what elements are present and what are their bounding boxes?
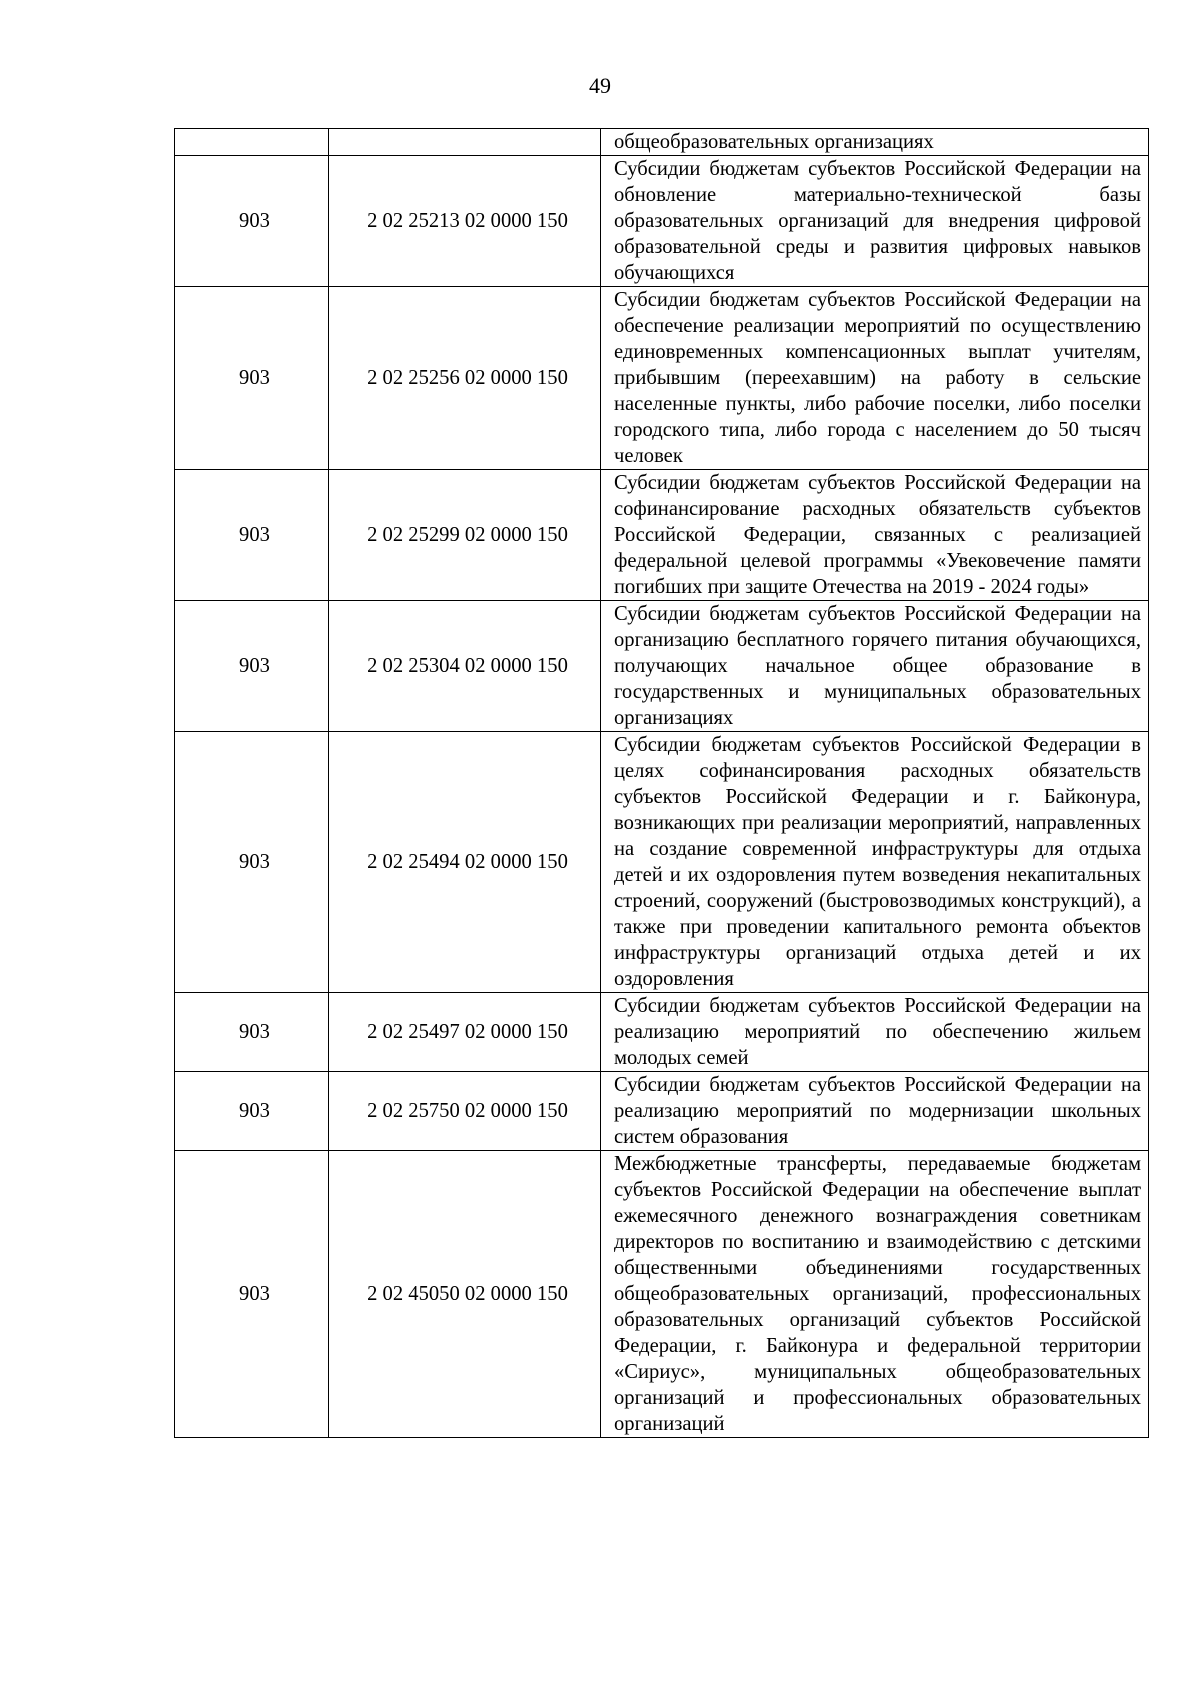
table-row: [175, 1072, 1149, 1151]
table-row: [175, 993, 1149, 1072]
table-row: [175, 156, 1149, 287]
revenue-codes-table: [174, 128, 1149, 1438]
table-row: [175, 732, 1149, 993]
budget-code-cell: 2 02 25299 02 0000 150: [329, 470, 601, 601]
budget-code-cell: 2 02 25256 02 0000 150: [329, 287, 601, 470]
table-row: [175, 129, 1149, 156]
admin-code-cell: 903: [175, 601, 329, 732]
budget-code-cell: [329, 129, 601, 156]
description-cell: Субсидии бюджетам субъектов Российской Федерации на софинансирование расходных обязательств субъектов Российской Федерации, связанных с реализацией федеральной целевой программы «Увековечение памяти погибших при защите Отечества на 2019 - 2024 годы»: [601, 470, 1149, 601]
description-cell: Субсидии бюджетам субъектов Российской Федерации в целях софинансирования расходных обязательств субъектов Российской Федерации и г. Байконура, возникающих при реализации мероприятий, направленных на создание современной инфраструктуры для отдыха детей и их оздоровления путем возведения некапитальных строений, сооружений (быстровозводимых конструкций), а также при проведении капитального ремонта объектов инфраструктуры организаций отдыха детей и их оздоровления: [601, 732, 1149, 993]
admin-code-cell: 903: [175, 1151, 329, 1438]
admin-code-cell: 903: [175, 287, 329, 470]
description-cell: Субсидии бюджетам субъектов Российской Федерации на обеспечение реализации мероприятий по осуществлению единовременных компенсационных выплат учителям, прибывшим (переехавшим) на работу в сельские населенные пункты, либо рабочие поселки, либо поселки городского типа, либо города с населением до 50 тысяч человек: [601, 287, 1149, 470]
table-row: [175, 287, 1149, 470]
admin-code-cell: 903: [175, 993, 329, 1072]
admin-code-cell: 903: [175, 732, 329, 993]
budget-code-cell: 2 02 25213 02 0000 150: [329, 156, 601, 287]
budget-code-cell: 2 02 25750 02 0000 150: [329, 1072, 601, 1151]
table-row: [175, 470, 1149, 601]
budget-code-cell: 2 02 25304 02 0000 150: [329, 601, 601, 732]
admin-code-cell: 903: [175, 1072, 329, 1151]
description-cell: общеобразовательных организациях: [601, 129, 1149, 156]
description-cell: Субсидии бюджетам субъектов Российской Федерации на обновление материально-технической базы образовательных организаций для внедрения цифровой образовательной среды и развития цифровых навыков обучающихся: [601, 156, 1149, 287]
budget-code-cell: 2 02 45050 02 0000 150: [329, 1151, 601, 1438]
description-cell: Межбюджетные трансферты, передаваемые бюджетам субъектов Российской Федерации на обеспечение выплат ежемесячного денежного вознаграждения советникам директоров по воспитанию и взаимодействию с детскими общественными объединениями государственных общеобразовательных организаций, профессиональных образовательных организаций субъектов Российской Федерации, г. Байконура и федеральной территории «Сириус», муниципальных общеобразовательных организаций и профессиональных образовательных организаций: [601, 1151, 1149, 1438]
table-row: [175, 1151, 1149, 1438]
description-cell: Субсидии бюджетам субъектов Российской Федерации на реализацию мероприятий по модернизации школьных систем образования: [601, 1072, 1149, 1151]
admin-code-cell: 903: [175, 156, 329, 287]
page-number: 49: [589, 73, 611, 98]
table-row: [175, 601, 1149, 732]
description-cell: Субсидии бюджетам субъектов Российской Федерации на организацию бесплатного горячего питания обучающихся, получающих начальное общее образование в государственных и муниципальных образовательных организациях: [601, 601, 1149, 732]
description-cell: Субсидии бюджетам субъектов Российской Федерации на реализацию мероприятий по обеспечению жильем молодых семей: [601, 993, 1149, 1072]
admin-code-cell: [175, 129, 329, 156]
budget-code-cell: 2 02 25497 02 0000 150: [329, 993, 601, 1072]
budget-code-cell: 2 02 25494 02 0000 150: [329, 732, 601, 993]
admin-code-cell: 903: [175, 470, 329, 601]
